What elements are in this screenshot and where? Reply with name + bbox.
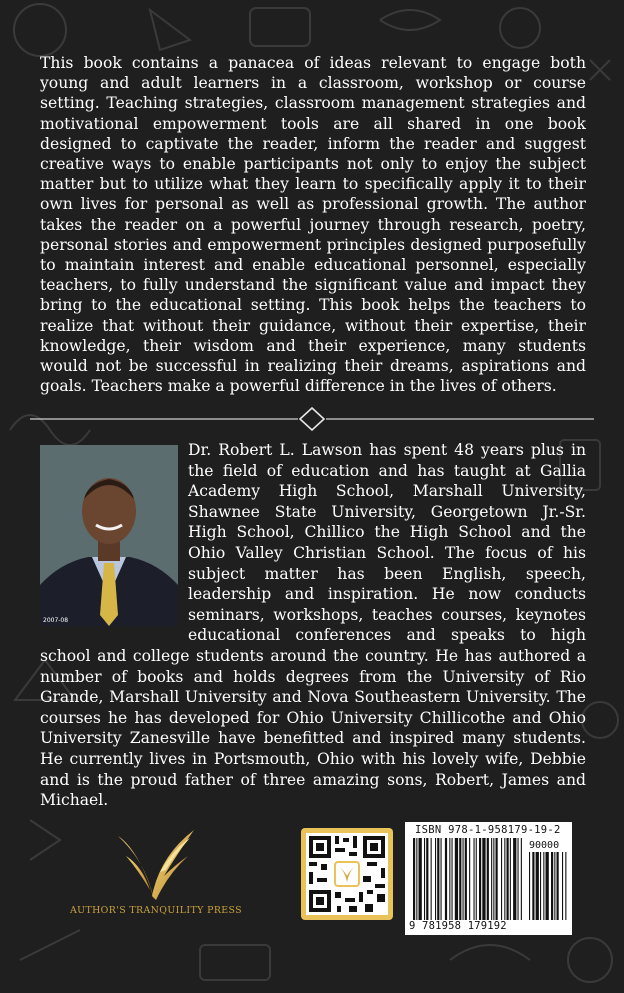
isbn-label: ISBN 978-1-958179-19-2 (415, 824, 561, 836)
barcode-bars (405, 822, 572, 935)
photo-caption: 2007-08 (43, 617, 69, 624)
section-divider (30, 407, 594, 431)
price-code: 90000 (529, 840, 560, 851)
qr-code (301, 828, 393, 920)
author-bio-text: Dr. Robert L. Lawson has spent 48 years plus in the field of education and has taught at Gallia Academy High School, Marshall University, Shawnee State University, Georgetown Jr.-Sr. High School, Chillico the High School and the Ohio Valley Christian School. The focus of his subject matter has been English, speech, leadership and inspiration. He now conducts seminars, workshops, teaches courses, keynotes educational conferences and speaks to high school and college students around the country. He has authored a number of books and holds degrees from the University of Rio Grande, Marshall University and Nova Southeastern University. The courses he has developed for Ohio University Chillicothe and Ohio University Zanesville have benefitted and inspired many students. He currently lives in Portsmouth, Ohio with his lovely wife, Debbie and is the proud father of three amazing sons, Robert, James and Michael. (40, 441, 586, 810)
publisher-name: AUTHOR'S TRANQUILITY PRESS (69, 905, 243, 916)
book-description: This book contains a panacea of ideas relevant to engage both young and adult learners in a classroom, workshop or course setting. Teaching strategies, classroom management strategies and motivational empowerment tools are all shared in one book designed to captivate the reader, inform the reader and suggest creative ways to enable participants not only to enjoy the subject matter but to utilize what they learn to specifically apply it to their own lives for personal as well as professional growth. The author takes the reader on a powerful journey through research, poetry, personal stories and empowerment principles designed purposefully to maintain interest and enable educational personnel, especially teachers, to fully understand the significant value and impact they bring to the educational setting. This book helps the teachers to realize that without their guidance, without their expertise, their knowledge, their wisdom and their experience, many students would not be successful in realizing their dreams, aspirations and goals. Teachers make a powerful difference in the lives of others. (40, 54, 586, 396)
barcode-digits: 9 781958 179192 (409, 920, 507, 932)
isbn-barcode (405, 822, 572, 935)
publisher-logo (116, 826, 196, 904)
author-biography (40, 440, 586, 811)
